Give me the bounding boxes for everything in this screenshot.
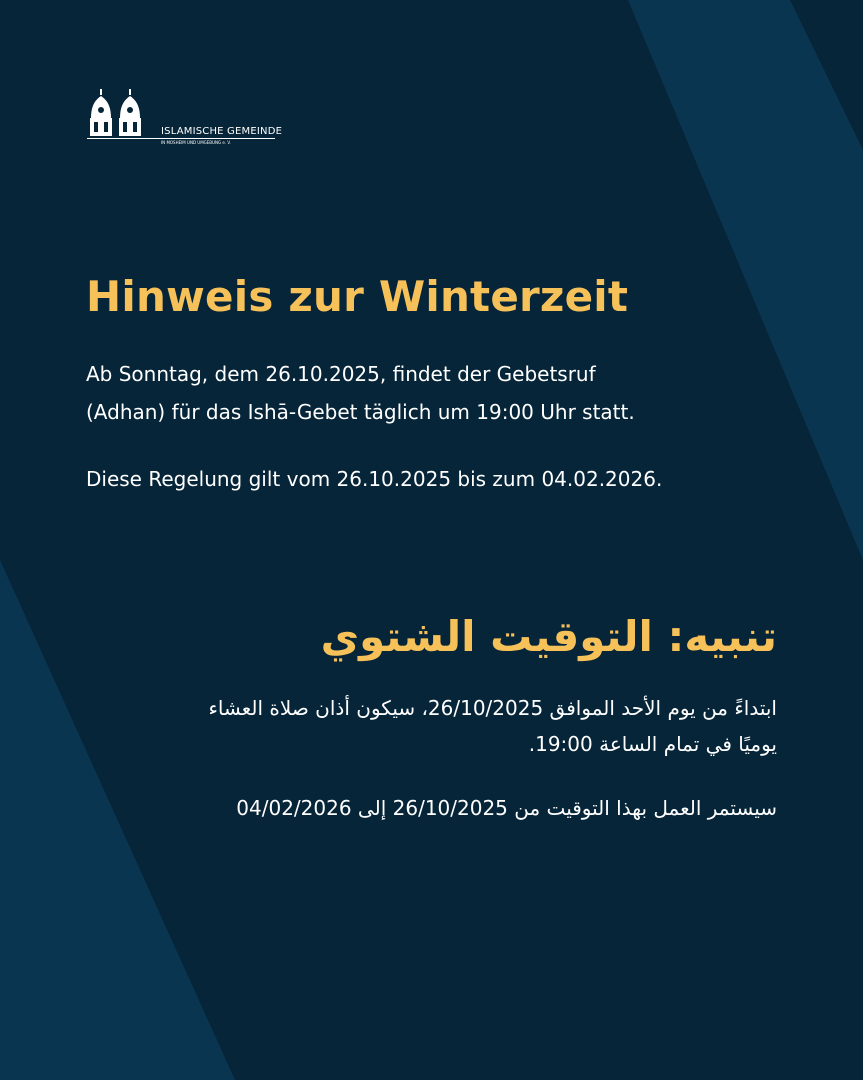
logo-underline — [87, 138, 275, 139]
logo-name-sub: IN MOSHEIM UND UMGEBUNG e. V. — [161, 140, 231, 145]
arabic-paragraph-1 — [77, 690, 777, 762]
german-line-2: (Adhan) für das Ishā-Gebet täglich um 19:00 Uhr statt. — [86, 400, 635, 424]
arabic-line-1: ابتداءً من يوم الأحد الموافق 26/10/2025، سيكون أذان صلاة العشاء — [208, 696, 777, 720]
arabic-paragraph-2: سيستمر العمل بهذا التوقيت من 26/10/2025 إلى 04/02/2026 — [236, 796, 777, 820]
german-paragraph-1 — [86, 355, 806, 431]
german-line-1: Ab Sonntag, dem 26.10.2025, findet der Gebetsruf — [86, 362, 596, 386]
mosque-domes-icon — [85, 88, 165, 140]
logo-name-main: ISLAMISCHE GEMEINDE — [161, 126, 283, 137]
arabic-line-2: يوميًا في تمام الساعة 19:00. — [528, 732, 777, 756]
german-paragraph-2: Diese Regelung gilt vom 26.10.2025 bis zum 04.02.2026. — [86, 467, 663, 491]
german-heading: Hinweis zur Winterzeit — [86, 272, 629, 321]
organization-logo — [85, 88, 283, 150]
arabic-heading: تنبيه: التوقيت الشتوي — [320, 612, 777, 661]
